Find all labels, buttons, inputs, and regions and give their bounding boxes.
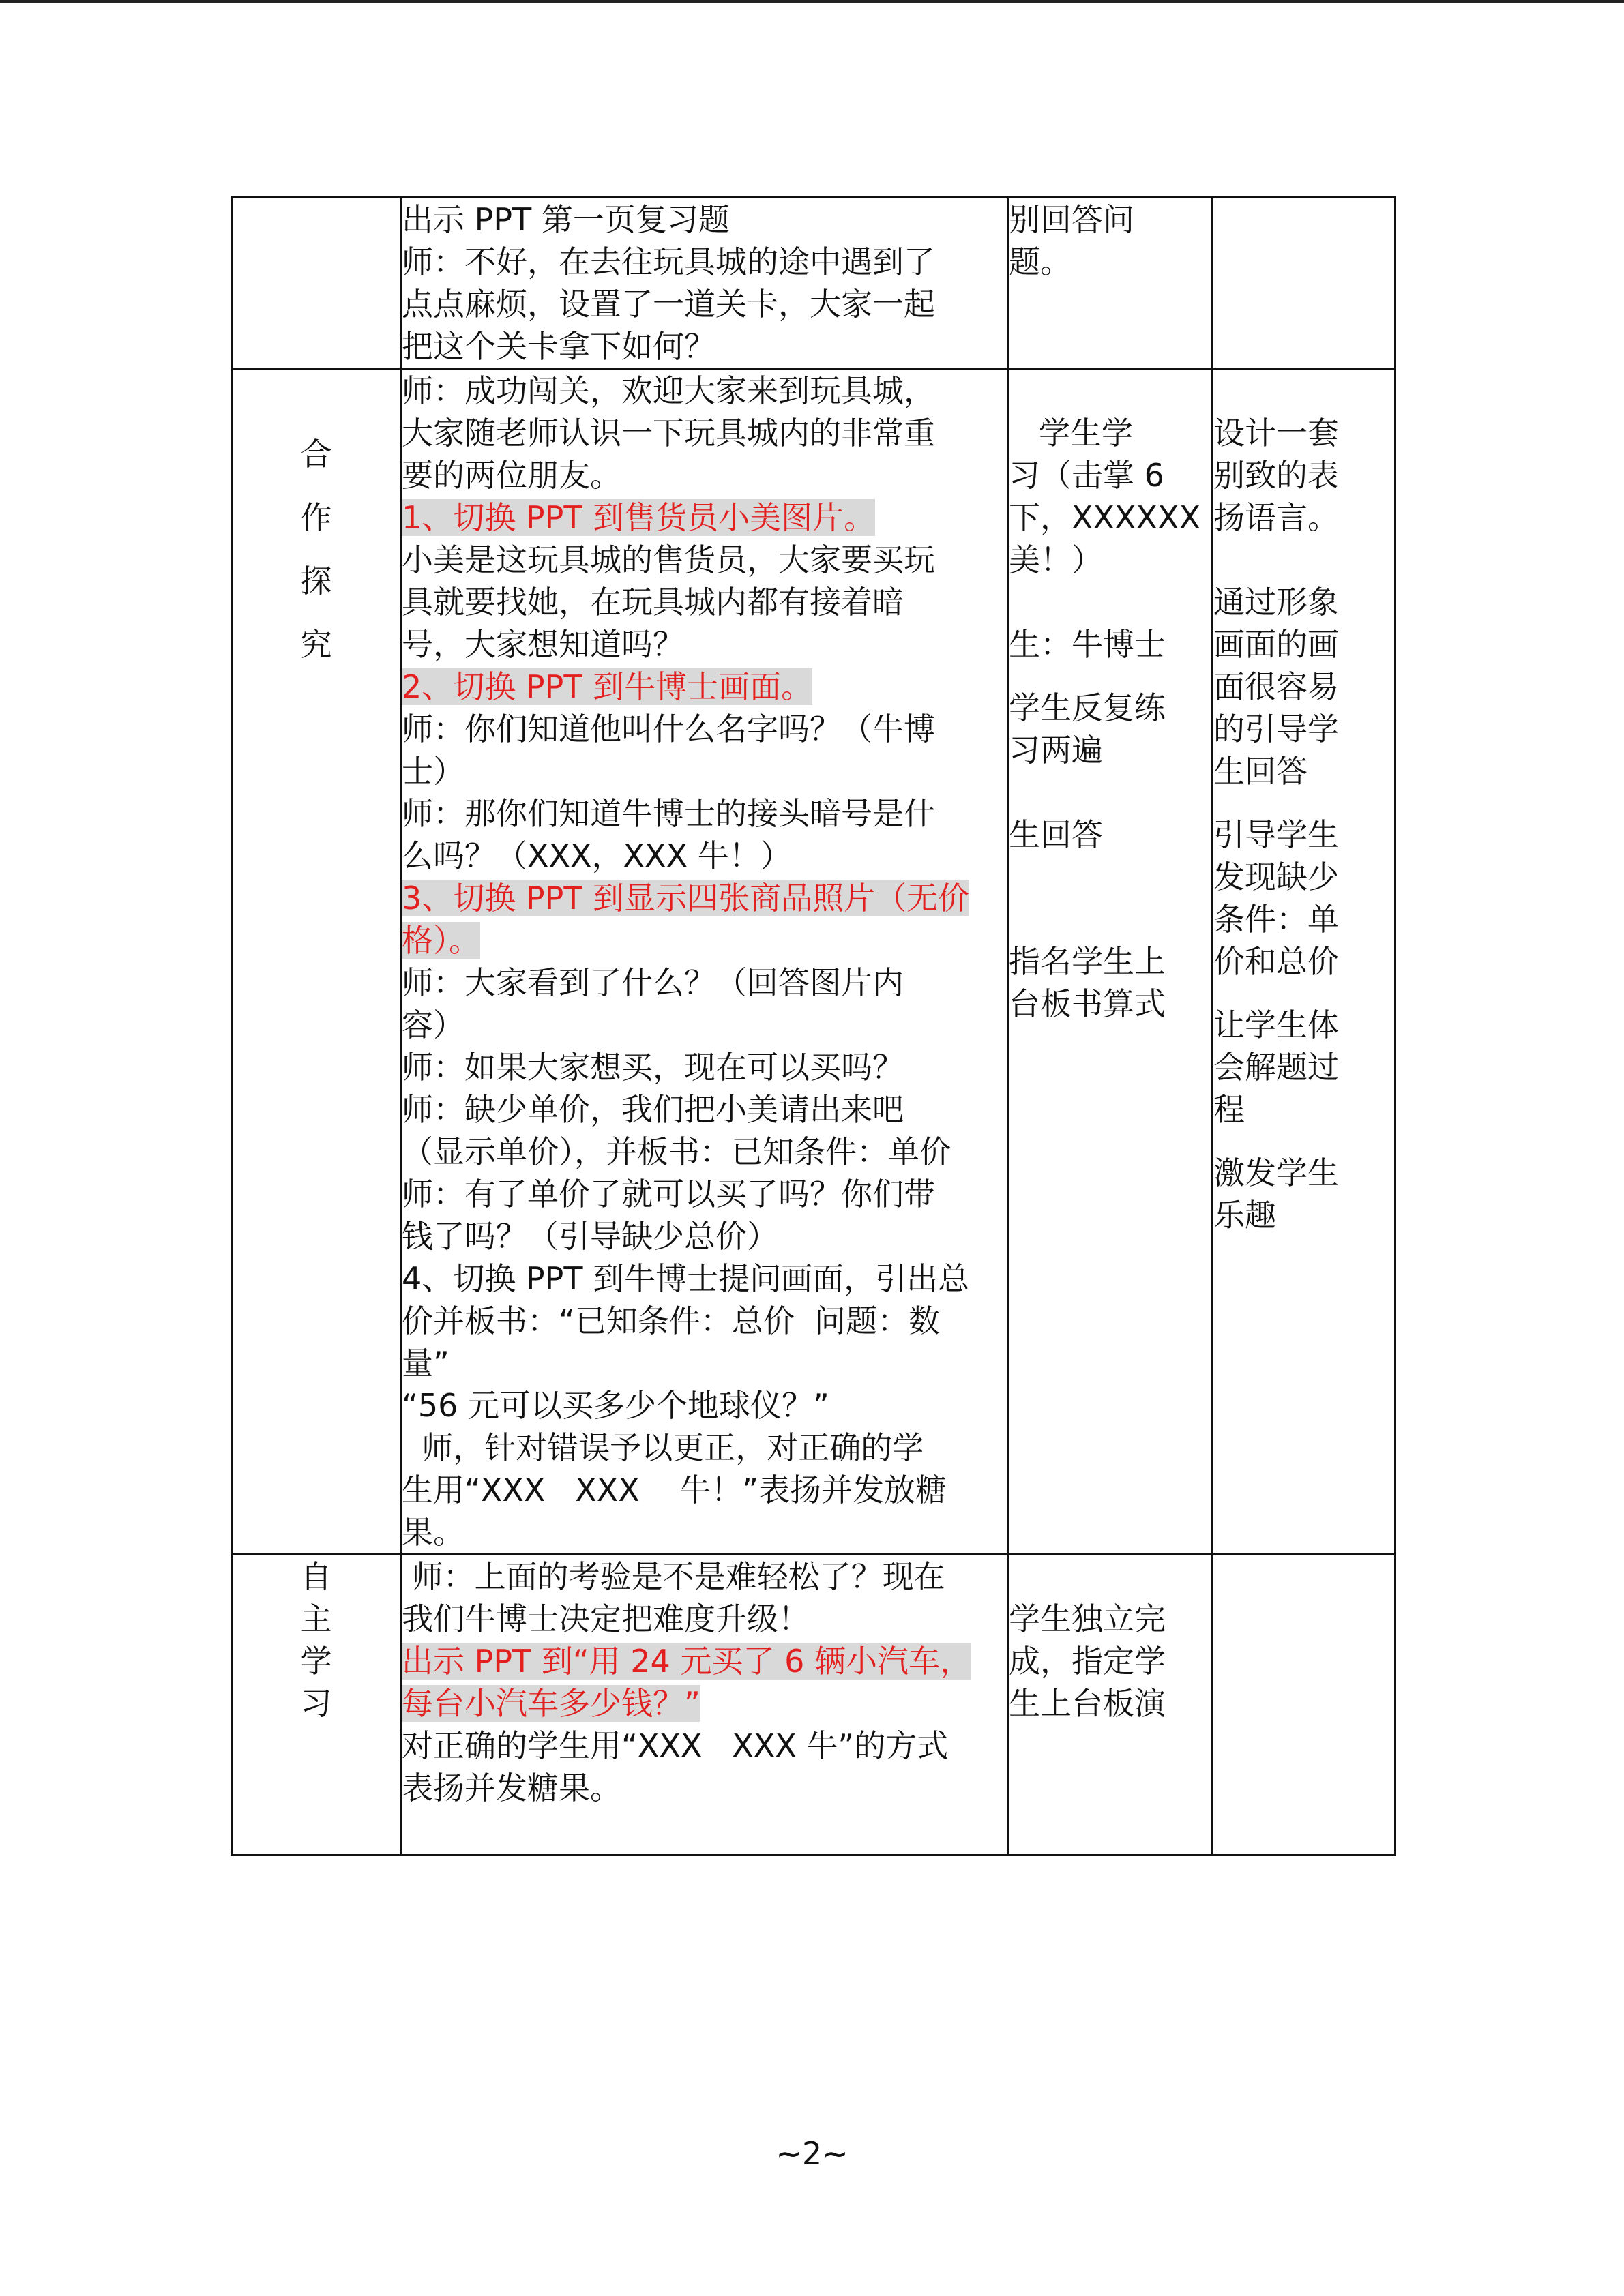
teacher-activity-cell <box>401 1555 1008 1855</box>
text-line: 指名学生上 <box>1009 943 1166 980</box>
text-line: 扬语言。 <box>1213 499 1339 536</box>
text-line: “56 元可以买多少个地球仪？” <box>402 1387 829 1424</box>
text-line: 画面的画 <box>1213 626 1339 663</box>
text-line: 士） <box>402 753 464 790</box>
teacher-activity-cell <box>401 198 1008 369</box>
text-line: 的引导学 <box>1213 711 1339 747</box>
text-line: 面很容易 <box>1213 668 1339 705</box>
text-line: 我们牛博士决定把难度升级！ <box>402 1600 810 1637</box>
stage-char: 探 <box>300 563 332 599</box>
text-line: 下，XXXXXX <box>1009 499 1201 536</box>
text-line: 设计一套 <box>1213 415 1339 451</box>
text-line: 大家随老师认识一下玩具城内的非常重 <box>402 415 935 451</box>
text-line: 题。 <box>1009 243 1072 280</box>
text-line: 通过形象 <box>1213 584 1339 621</box>
text-line: 师：有了单价了就可以买了吗？你们带 <box>402 1176 935 1212</box>
design-intent-cell <box>1213 369 1396 1555</box>
table-row <box>232 198 1396 369</box>
student-activity-cell <box>1008 198 1213 369</box>
text-line: 引导学生 <box>1213 816 1339 853</box>
text-line: 点点麻烦，设置了一道关卡，大家一起 <box>402 286 935 323</box>
ppt-instruction: 2、切换 PPT 到牛博士画面。 <box>402 668 813 705</box>
table-row <box>232 369 1396 1555</box>
text-line: 生：牛博士 <box>1009 626 1166 663</box>
text-line: 对正确的学生用“XXX XXX 牛”的方式 <box>402 1727 949 1764</box>
text-line: 量” <box>402 1345 449 1382</box>
text-line: 生回答 <box>1213 753 1308 790</box>
stage-cell <box>232 1555 401 1855</box>
text-line: 美！） <box>1009 541 1103 578</box>
text-line: 师：成功闯关，欢迎大家来到玩具城， <box>402 372 935 409</box>
text-line: 表扬并发糖果。 <box>402 1770 621 1806</box>
text-line: 号，大家想知道吗？ <box>402 626 684 663</box>
design-intent-cell <box>1213 198 1396 369</box>
text-line: 师：上面的考验是不是难轻松了？现在 <box>402 1558 945 1595</box>
text-line: 师：如果大家想买，现在可以买吗？ <box>402 1049 904 1086</box>
stage-char: 合 <box>300 436 332 473</box>
text-line: 师：你们知道他叫什么名字吗？（牛博 <box>402 711 935 747</box>
text-line: 价和总价 <box>1213 943 1339 980</box>
text-line: 程 <box>1213 1091 1245 1128</box>
text-line: 容） <box>402 1007 464 1043</box>
text-line: 么吗？（XXX，XXX 牛！） <box>402 837 792 874</box>
student-activity-cell <box>1008 1555 1213 1855</box>
ppt-instruction: 3、切换 PPT 到显示四张商品照片（无价 <box>402 880 970 916</box>
text-line: 师：缺少单价，我们把小美请出来吧 <box>402 1091 904 1128</box>
ppt-instruction: 每台小汽车多少钱？” <box>402 1685 700 1722</box>
text-line: 学生反复练 <box>1009 689 1166 726</box>
text-line: 价并板书：“已知条件：总价 问题：数 <box>402 1302 941 1339</box>
page-top-border <box>0 0 1624 3</box>
text-line: 师，针对错误予以更正，对正确的学 <box>402 1429 924 1466</box>
text-line: （显示单价），并板书：已知条件：单价 <box>402 1133 951 1170</box>
text-line: 别致的表 <box>1213 457 1339 494</box>
stage-char: 主 <box>300 1600 332 1637</box>
text-line: 会解题过 <box>1213 1049 1339 1086</box>
text-line: 小美是这玩具城的售货员，大家要买玩 <box>402 541 935 578</box>
text-line: 师：大家看到了什么？（回答图片内 <box>402 964 904 1001</box>
text-line: 师：不好，在去往玩具城的途中遇到了 <box>402 243 935 280</box>
stage-cell <box>232 198 401 369</box>
text-line: 把这个关卡拿下如何？ <box>402 328 715 365</box>
stage-char: 习 <box>300 1685 332 1722</box>
text-line: 条件：单 <box>1213 901 1339 938</box>
text-line: 要的两位朋友。 <box>402 457 621 494</box>
text-line: 激发学生 <box>1213 1154 1339 1191</box>
text-line: 4、切换 PPT 到牛博士提问画面，引出总 <box>402 1260 970 1297</box>
text-line: 习两遍 <box>1009 732 1103 769</box>
student-activity-cell <box>1008 369 1213 1555</box>
stage-char: 作 <box>300 499 332 536</box>
text-line: 果。 <box>402 1514 464 1551</box>
ppt-instruction: 格）。 <box>402 922 480 959</box>
text-line: 乐趣 <box>1213 1197 1276 1234</box>
text-line: 让学生体 <box>1213 1007 1339 1043</box>
stage-char: 究 <box>300 626 332 663</box>
text-line: 发现缺少 <box>1213 859 1339 895</box>
lesson-plan-table <box>231 196 1396 1856</box>
text-line: 学生学 <box>1009 415 1133 451</box>
design-intent-cell <box>1213 1555 1396 1855</box>
text-line: 学生独立完 <box>1009 1600 1166 1637</box>
ppt-instruction: 1、切换 PPT 到售货员小美图片。 <box>402 499 876 536</box>
text-line: 生上台板演 <box>1009 1685 1166 1722</box>
text-line: 生回答 <box>1009 816 1103 853</box>
teacher-activity-cell <box>401 369 1008 1555</box>
stage-cell <box>232 369 401 1555</box>
text-line: 生用“XXX XXX 牛！”表扬并发放糖 <box>402 1472 947 1508</box>
text-line: 别回答问 <box>1009 201 1134 238</box>
table-row <box>232 1555 1396 1855</box>
text-line: 具就要找她，在玩具城内都有接着暗 <box>402 584 904 621</box>
text-line: 师：那你们知道牛博士的接头暗号是什 <box>402 795 935 832</box>
text-line: 钱了吗？（引导缺少总价） <box>402 1218 778 1255</box>
stage-char: 自 <box>300 1558 332 1595</box>
text-line: 习（击掌 6 <box>1009 457 1164 494</box>
text-line: 台板书算式 <box>1009 985 1166 1022</box>
page-number: ~2~ <box>776 2135 848 2172</box>
text-line: 出示 PPT 第一页复习题 <box>402 201 730 238</box>
text-line: 成，指定学 <box>1009 1643 1166 1680</box>
stage-char: 学 <box>300 1643 332 1680</box>
ppt-instruction: 出示 PPT 到“用 24 元买了 6 辆小汽车， <box>402 1643 971 1680</box>
